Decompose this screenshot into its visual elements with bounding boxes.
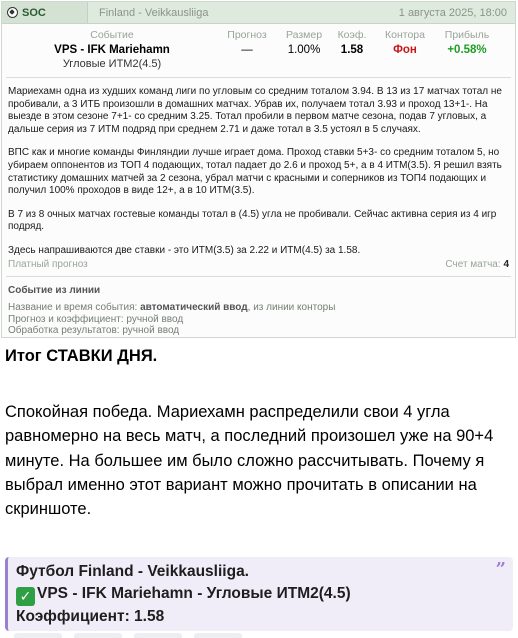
column-coef [330, 28, 374, 71]
size-value: 1.00% [287, 44, 321, 56]
office-value: Фон [393, 44, 417, 56]
event-teams: VPS - IFK Mariehamn [54, 44, 170, 56]
match-count-label: Счет матча: [445, 258, 501, 270]
header-size: Размер [285, 29, 323, 41]
reaction-chip[interactable] [14, 633, 62, 638]
event-source-info [2, 277, 515, 337]
quote-bet-text: VPS - IFK Mariehamn - Угловые ИТМ2(4.5) [37, 585, 351, 602]
description-paragraph: В 7 из 8 очных матчах гостевые команды тотал в (4.5) угла не пробивали. Сейчас активна серия из 4 игр подряд. [8, 208, 497, 233]
quote-line-coef: Коэффициент: 1.58 [16, 608, 165, 625]
column-forecast [216, 28, 278, 71]
header-coef: Коэф. [337, 29, 367, 41]
quote-line-bet [16, 583, 505, 606]
reactions-row-edge [0, 633, 518, 638]
bet-screenshot-card [1, 1, 516, 338]
match-count-value: 4 [503, 258, 509, 270]
event-header-bar [2, 2, 515, 24]
sport-label [2, 2, 88, 23]
league-name: Finland - Veikkausliiga [99, 6, 209, 19]
reaction-chip[interactable] [194, 633, 242, 638]
column-event [8, 28, 216, 71]
source-line-forecast: Прогноз и коэффициент: ручной ввод [8, 313, 184, 325]
coef-value: 1.58 [340, 44, 364, 56]
description-paragraph: Здесь напрашиваются две ставки - это ИТМ(3.5) за 2.22 и ИТМ(4.5) за 1.58. [8, 244, 361, 256]
source-title: Событие из линии [8, 284, 101, 296]
bet-summary-table [2, 28, 515, 71]
reaction-chip[interactable] [74, 633, 122, 638]
source-line-results: Обработка результатов: ручной ввод [8, 325, 180, 337]
reaction-chip[interactable] [134, 633, 182, 638]
source-line-name-suffix: , из линии конторы [247, 302, 336, 314]
description-paragraph: ВПС как и многие команды Финляндии лучше играет дома. Проход ставки 5+3- со средним тоталом 5, но убираем оппонентов из ТОП 4 подающих, тотал падает до 2.6 и проход 5+, а в 4 ИТМ(3.5). Я решил взять статистику домашних матчей за 2 сезона, убрал матчи с красными и соперников из ТОП4 подающих и получил 100% проходов в виде 12+, а в 10 ИТМ(3.5). [8, 147, 502, 197]
column-office [374, 28, 436, 71]
sport-code: SOC [22, 6, 46, 19]
column-profit [436, 28, 498, 71]
message-body: Спокойная победа. Мариехамн распределили свои 4 угла равномерно на весь матч, а последний произошел уже на 90+4 минуте. На большее им было сложно рассчитывать. Почему я выбрал именно этот вариант можно прочитать в описании на скриншоте. [5, 403, 494, 519]
soccer-ball-icon [7, 7, 18, 18]
column-size [278, 28, 330, 71]
description-paragraph: Мариехамн одна из худших команд лиги по угловым со средним тоталом 3.94. В 13 из 17 матчах тотал не пробивали, а 3 ИТБ произошли в домашних матчах. Убрав их, получаем тотал 3.93 и проход 13+1-. На выезде в этом сезоне 7+1- со средним 3.25. Тотал пробили в первом матче сезона, подав 7 угловых, а дальше серия из 7 ИТМ подряд при среднем 2.71 и даже тотал в 3.5 устоял в 5 случаях. [8, 86, 502, 135]
match-count [445, 259, 509, 270]
message-title: Итог СТАВКИ ДНЯ. [5, 347, 158, 365]
source-line-name [8, 302, 509, 314]
forecast-value: — [241, 44, 253, 56]
header-event: Событие [90, 29, 134, 41]
paid-forecast-label: Платный прогноз [8, 258, 88, 270]
quote-icon: ” [495, 559, 506, 580]
header-profit: Прибыль [444, 29, 490, 41]
source-line-name-strong: автоматический ввод [140, 302, 248, 314]
event-market: Угловые ИТМ2(4.5) [62, 58, 162, 70]
header-office: Контора [385, 29, 425, 41]
forecast-footer [2, 259, 515, 270]
header-forecast: Прогноз [227, 29, 267, 41]
check-mark-icon: ✓ [16, 587, 35, 606]
event-datetime: 1 августа 2025, 18:00 [398, 6, 507, 19]
quote-line-league: Футбол Finland - Veikkausliiga. [16, 563, 249, 580]
forecast-description [2, 78, 515, 258]
profit-value: +0.58% [447, 44, 487, 56]
quote-block [5, 557, 513, 631]
source-line-name-prefix: Название и время события: [8, 302, 138, 314]
